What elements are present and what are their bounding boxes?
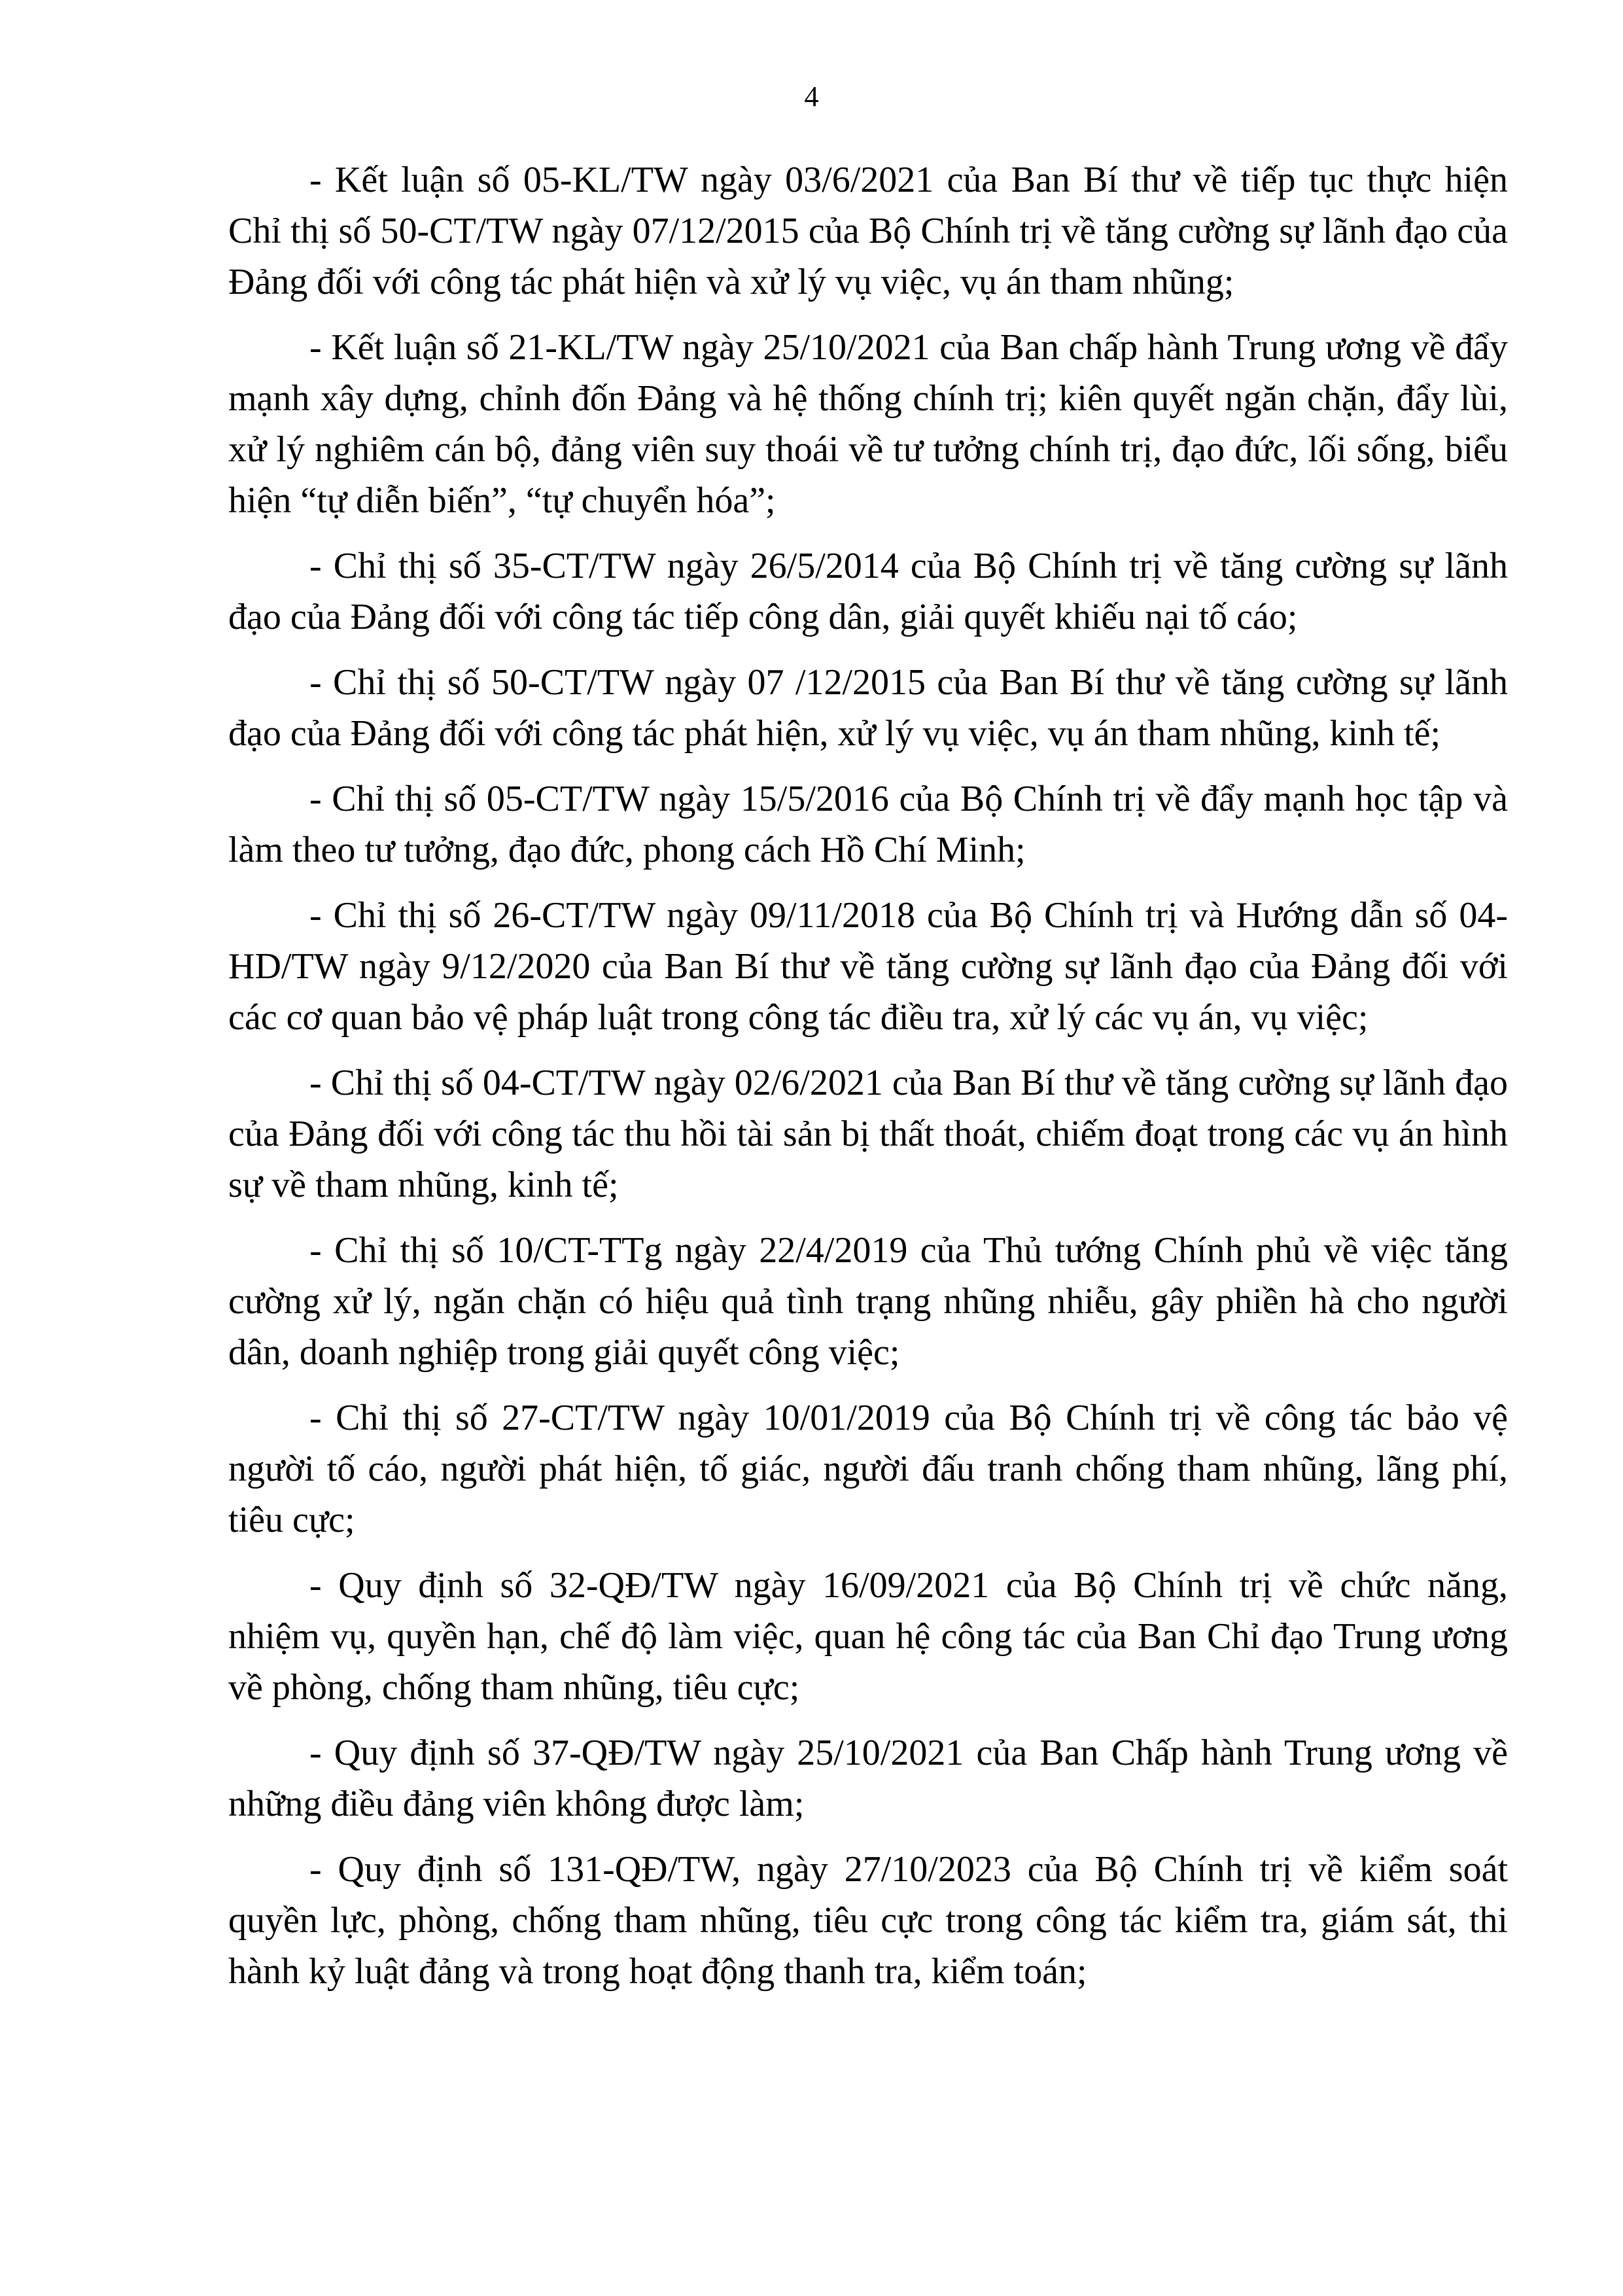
paragraph-directive-05: - Chỉ thị số 05-CT/TW ngày 15/5/2016 của Bộ Chính trị về đẩy mạnh học tập và làm theo tư tưởng, đạo đức, phong cách Hồ Chí Minh;: [228, 779, 1508, 870]
paragraph-conclusion-21: - Kết luận số 21-KL/TW ngày 25/10/2021 của Ban chấp hành Trung ương về đẩy mạnh xây dựng, chỉnh đốn Đảng và hệ thống chính trị; kiên quyết ngăn chặn, đẩy lùi, xử lý nghiêm cán bộ, đảng viên suy thoái về tư tưởng chính trị, đạo đức, lối sống, biểu hiện “tự diễn biến”, “tự chuyển hóa”;: [228, 327, 1508, 521]
paragraph-directive-04: - Chỉ thị số 04-CT/TW ngày 02/6/2021 của Ban Bí thư về tăng cường sự lãnh đạo của Đảng đối với công tác thu hồi tài sản bị thất thoát, chiếm đoạt trong các vụ án hình sự về tham nhũng, kinh tế;: [228, 1063, 1508, 1205]
paragraph-directive-10: - Chỉ thị số 10/CT-TTg ngày 22/4/2019 của Thủ tướng Chính phủ về việc tăng cường xử lý, ngăn chặn có hiệu quả tình trạng nhũng nhiễu, gây phiền hà cho người dân, doanh nghiệp trong giải quyết công việc;: [228, 1230, 1508, 1373]
page-number: 4: [804, 80, 819, 113]
paragraph-regulation-131: - Quy định số 131-QĐ/TW, ngày 27/10/2023 của Bộ Chính trị về kiểm soát quyền lực, phòng, chống tham nhũng, tiêu cực trong công tác kiểm tra, giám sát, thi hành kỷ luật đảng và trong hoạt động thanh tra, kiểm toán;: [228, 1849, 1508, 1992]
paragraph-regulation-32: - Quy định số 32-QĐ/TW ngày 16/09/2021 của Bộ Chính trị về chức năng, nhiệm vụ, quyền hạn, chế độ làm việc, quan hệ công tác của Ban Chỉ đạo Trung ương về phòng, chống tham nhũng, tiêu cực;: [228, 1565, 1508, 1708]
paragraph-directive-35: - Chỉ thị số 35-CT/TW ngày 26/5/2014 của Bộ Chính trị về tăng cường sự lãnh đạo của Đảng đối với công tác tiếp công dân, giải quyết khiếu nại tố cáo;: [228, 546, 1508, 637]
paragraph-regulation-37: - Quy định số 37-QĐ/TW ngày 25/10/2021 của Ban Chấp hành Trung ương về những điều đảng viên không được làm;: [228, 1733, 1508, 1824]
paragraph-conclusion-05: - Kết luận số 05-KL/TW ngày 03/6/2021 của Ban Bí thư về tiếp tục thực hiện Chỉ thị số 50-CT/TW ngày 07/12/2015 của Bộ Chính trị về tăng cường sự lãnh đạo của Đảng đối với công tác phát hiện và xử lý vụ việc, vụ án tham nhũng;: [228, 160, 1508, 302]
paragraph-directive-50: - Chỉ thị số 50-CT/TW ngày 07 /12/2015 của Ban Bí thư về tăng cường sự lãnh đạo của Đảng đối với công tác phát hiện, xử lý vụ việc, vụ án tham nhũng, kinh tế;: [228, 662, 1508, 754]
paragraph-directive-26: - Chỉ thị số 26-CT/TW ngày 09/11/2018 của Bộ Chính trị và Hướng dẫn số 04-HD/TW ngày 9/12/2020 của Ban Bí thư về tăng cường sự lãnh đạo của Đảng đối với các cơ quan bảo vệ pháp luật trong công tác điều tra, xử lý các vụ án, vụ việc;: [228, 895, 1508, 1038]
paragraph-directive-27: - Chỉ thị số 27-CT/TW ngày 10/01/2019 của Bộ Chính trị về công tác bảo vệ người tố cáo, người phát hiện, tố giác, người đấu tranh chống tham nhũng, lãng phí, tiêu cực;: [228, 1398, 1508, 1540]
document-body: [228, 154, 1508, 2011]
